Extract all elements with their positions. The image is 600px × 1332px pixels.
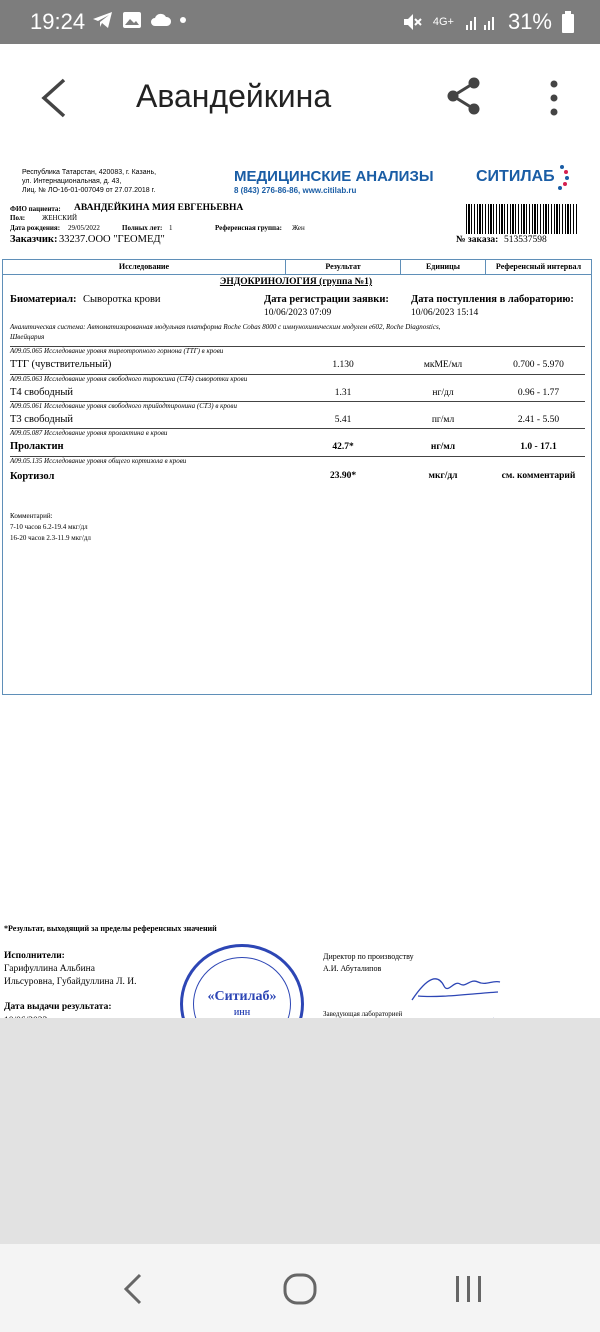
ref-group: Жен <box>292 224 305 232</box>
test-result: 23.90* <box>329 471 357 481</box>
test-name: Пролактин <box>10 441 64 452</box>
col-header-ref: Референсный интервал <box>495 262 582 271</box>
test-result: 5.41 <box>334 415 352 425</box>
recv-date: 10/06/2023 15:14 <box>411 308 479 318</box>
customer-label: Заказчик: <box>10 234 58 245</box>
lab-address-line: Республика Татарстан, 420083, г. Казань, <box>22 169 157 176</box>
mute-icon <box>401 11 423 33</box>
test-code: A09.05.087 Исследование уровня пролактина в крови <box>10 429 168 437</box>
reg-date: 10/06/2023 07:09 <box>264 308 332 318</box>
barcode <box>466 204 578 234</box>
gallery-icon <box>122 10 142 30</box>
director-name: А.И. Абуталипов <box>323 964 382 973</box>
section-title: ЭНДОКРИНОЛОГИЯ (группа №1) <box>219 277 373 287</box>
test-result: 1.31 <box>334 388 352 398</box>
stamp-text: «Ситилаб» <box>207 989 277 1004</box>
navigation-bar <box>0 1244 600 1332</box>
order-label: № заказа: <box>456 235 499 245</box>
test-name: Т4 свободный <box>10 387 74 398</box>
test-units: нг/мл <box>430 442 456 452</box>
status-bar <box>0 0 600 44</box>
network-type: 4G+ <box>432 16 454 28</box>
test-code: A09.05.063 Исследование уровня свободного тироксина (СТ4) сыворотки крови <box>10 375 248 383</box>
test-name: ТТГ (чувствительный) <box>10 359 112 370</box>
empty-area <box>0 1018 600 1244</box>
lab-address-line: ул. Интернациональная, д. 43, <box>22 178 122 185</box>
brand-title: МЕДИЦИНСКИЕ АНАЛИЗЫ <box>234 168 434 185</box>
nav-home-icon[interactable] <box>283 1273 317 1305</box>
col-header-test: Исследование <box>118 262 170 271</box>
brand-phone: 8 (843) 276-86-86, www.citilab.ru <box>234 186 357 195</box>
test-result: 42.7* <box>332 442 354 452</box>
patient-dob-label: Дата рождения: <box>10 224 61 232</box>
test-result: 1.130 <box>332 360 354 370</box>
analytic-system-cont: Швейцария <box>10 333 45 341</box>
ref-group-label: Референсная группа: <box>215 224 282 232</box>
test-code: A09.05.135 Исследование уровня общего кортизола в крови <box>10 457 187 465</box>
test-ref: 0.700 - 5.970 <box>513 360 564 370</box>
logo-dots-icon <box>554 164 570 190</box>
comment-line: 7-10 часов 6.2-19.4 мкг/дл <box>10 523 88 531</box>
analytic-system: Аналитическая система: Автоматизированная модульная платформа Roche Cobas 8000 с иммунохимическим модулем е602, Roche Diagnostics, <box>10 323 441 331</box>
test-name: Т3 свободный <box>10 414 74 425</box>
director-title: Директор по производству <box>323 952 414 961</box>
test-ref: см. комментарий <box>501 471 576 481</box>
page-title: Авандейкина <box>136 78 332 114</box>
battery-icon <box>562 11 574 33</box>
test-units: пг/мл <box>431 415 455 425</box>
col-header-units: Единицы <box>425 262 461 271</box>
comment-line: 16-20 часов 2.3-11.9 мкг/дл <box>10 534 91 542</box>
test-units: нг/дл <box>432 388 454 398</box>
table-header-row <box>3 260 591 275</box>
citilab-logo: СИТИЛАБ <box>476 168 555 185</box>
results-table <box>2 259 592 695</box>
executors-label: Исполнители: <box>4 951 65 961</box>
test-units: мкМЕ/мл <box>423 360 463 370</box>
biomaterial: Сыворотка крови <box>83 294 161 305</box>
order-number: 513537598 <box>504 235 547 245</box>
executor-line: Гарифуллина Альбина <box>4 964 95 974</box>
more-icon[interactable] <box>540 76 568 120</box>
director-signature <box>408 970 504 1006</box>
biomaterial-label: Биоматериал: <box>10 294 77 305</box>
battery-percent: 31% <box>507 9 552 34</box>
recv-date-label: Дата поступления в лабораторию: <box>411 294 574 305</box>
comment-label: Комментарий: <box>10 512 53 520</box>
stamp-inn-label: ИНН <box>233 1009 251 1017</box>
share-icon[interactable] <box>444 76 484 116</box>
test-ref: 1.0 - 17.1 <box>520 442 557 452</box>
app-bar <box>0 44 600 152</box>
patient-sex-label: Пол: <box>10 214 26 222</box>
cloud-icon <box>150 11 172 29</box>
patient-age: 1 <box>169 224 173 232</box>
test-ref: 0.96 - 1.77 <box>517 388 560 398</box>
patient-dob: 29/05/2022 <box>68 224 100 232</box>
back-icon[interactable] <box>36 74 76 122</box>
document-view[interactable] <box>0 152 600 1020</box>
nav-back-icon[interactable] <box>120 1272 146 1306</box>
test-units: мкг/дл <box>428 471 458 481</box>
patient-fio: АВАНДЕЙКИНА МИЯ ЕВГЕНЬЕВНА <box>74 203 244 213</box>
issue-date-label: Дата выдачи результата: <box>4 1002 112 1012</box>
telegram-icon <box>92 10 114 30</box>
test-ref: 2.41 - 5.50 <box>517 415 560 425</box>
customer: 33237.ООО "ГЕОМЕД" <box>59 234 165 245</box>
lab-license-line: Лиц. № ЛО-16-01-007049 от 27.07.2018 г. <box>22 187 156 194</box>
test-code: A09.05.061 Исследование уровня свободного трийодтиронина (СТ3) в крови <box>10 402 237 410</box>
footnote: *Результат, выходящий за пределы референсных значений <box>4 924 217 933</box>
patient-age-label: Полных лет: <box>122 224 163 232</box>
signal-icon <box>464 12 498 32</box>
patient-fio-label: ФИО пациента: <box>10 205 61 213</box>
col-header-result: Результат <box>325 262 361 271</box>
reg-date-label: Дата регистрации заявки: <box>264 294 389 305</box>
nav-recents-icon[interactable] <box>452 1274 486 1304</box>
executor-line: Ильсуровна, Губайдуллина Л. И. <box>4 977 137 987</box>
test-code: A09.05.065 Исследование уровня тиреотропного гормона (ТТГ) в крови <box>10 347 224 355</box>
status-time: 19:24 <box>30 9 86 34</box>
head-title: Заведующая лабораторией <box>323 1010 403 1018</box>
patient-sex: ЖЕНСКИЙ <box>42 214 78 222</box>
dot-icon <box>180 17 186 23</box>
test-name: Кортизол <box>10 471 55 482</box>
